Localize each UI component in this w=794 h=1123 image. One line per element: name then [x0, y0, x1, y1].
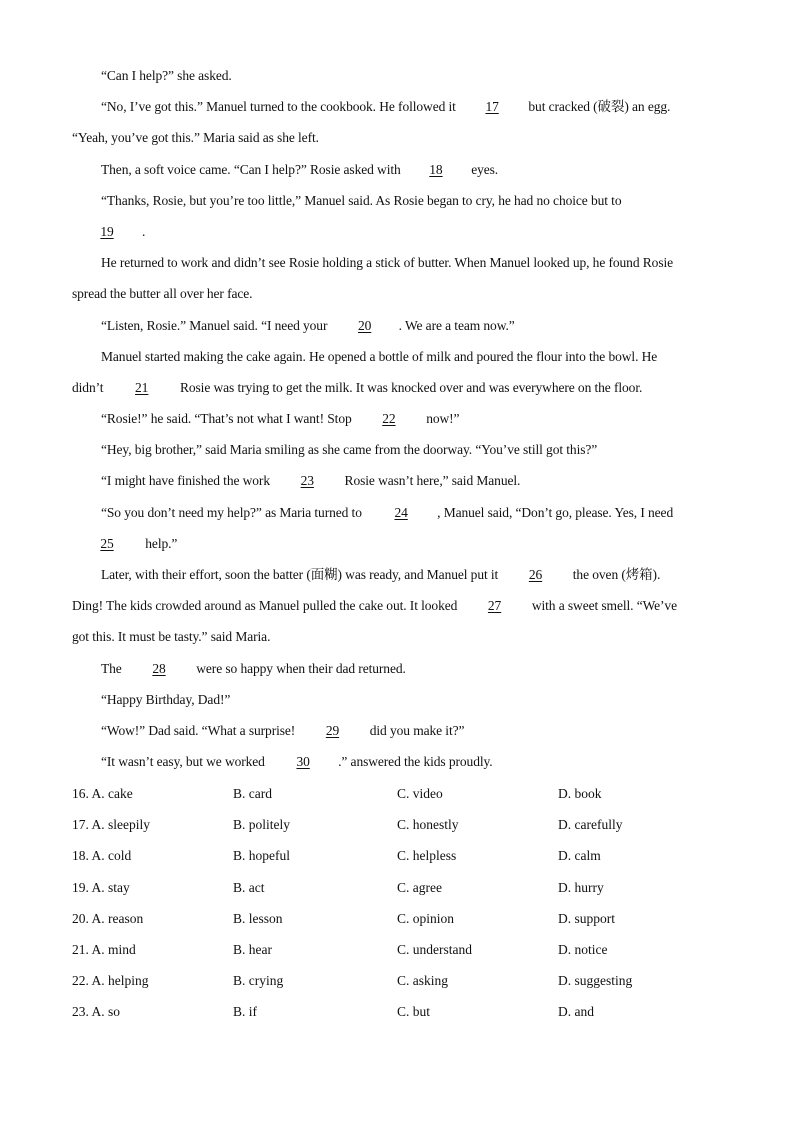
question-row	[72, 876, 724, 907]
option-d[interactable]: D. notice	[558, 941, 608, 957]
passage-line: got this. It must be tasty.” said Maria.	[72, 629, 271, 645]
question-row	[72, 907, 724, 938]
blank-27: 27	[487, 598, 502, 614]
passage-line: “Happy Birthday, Dad!”	[101, 691, 231, 707]
option-c[interactable]: C. understand	[397, 941, 472, 957]
blank-22: 22	[382, 411, 396, 427]
passage-line: 19 .	[72, 220, 724, 251]
passage-line: The 28 were so happy when their dad returned.	[72, 657, 724, 688]
option-a[interactable]: 22. A. helping	[72, 973, 149, 989]
blank-21: 21	[135, 379, 149, 395]
blank-24: 24	[394, 504, 408, 520]
blank-28: 28	[152, 660, 166, 676]
question-row	[72, 782, 724, 813]
passage-line: “Listen, Rosie.” Manuel said. “I need your 20 . We are a team now.”	[72, 314, 724, 345]
option-b[interactable]: B. crying	[233, 973, 284, 989]
blank-26: 26	[528, 567, 543, 582]
passage-line: Ding! The kids crowded around as Manuel pulled the cake out. It looked 27 with a sweet smell. “We’ve	[72, 594, 724, 625]
question-row	[72, 938, 724, 969]
passage-line: “Yeah, you’ve got this.” Maria said as she left.	[72, 130, 319, 146]
question-row	[72, 969, 724, 1000]
passage-line: “Hey, big brother,” said Maria smiling as she came from the doorway. “You’ve still got this?”	[101, 442, 598, 458]
passage-line: “It wasn’t easy, but we worked 30 .” answered the kids proudly.	[72, 750, 724, 781]
blank-18: 18	[429, 161, 443, 177]
passage-line: Manuel started making the cake again. He opened a bottle of milk and poured the flour into the bowl. He	[101, 348, 658, 364]
option-d[interactable]: D. suggesting	[558, 973, 633, 989]
option-b[interactable]: B. card	[233, 786, 272, 801]
option-d[interactable]: D. and	[558, 1004, 594, 1020]
option-b[interactable]: B. if	[233, 1004, 258, 1020]
question-row	[72, 844, 724, 875]
option-a[interactable]: 18. A. cold	[72, 848, 132, 864]
passage-line: Then, a soft voice came. “Can I help?” Rosie asked with 18 eyes.	[72, 158, 724, 189]
blank-23: 23	[300, 473, 314, 489]
option-b[interactable]: B. act	[233, 879, 265, 895]
passage-line: “Rosie!” he said. “That’s not what I want! Stop 22 now!”	[72, 407, 724, 438]
question-row	[72, 813, 724, 844]
option-d[interactable]: D. carefully	[558, 817, 623, 833]
option-c[interactable]: C. opinion	[397, 910, 455, 926]
option-a[interactable]: 16. A. cake	[72, 786, 133, 801]
option-c[interactable]: C. asking	[397, 973, 449, 989]
question-row	[72, 1000, 724, 1031]
option-c[interactable]: C. helpless	[397, 848, 457, 864]
option-a[interactable]: 23. A. so	[72, 1004, 121, 1020]
blank-29: 29	[325, 722, 340, 738]
option-d[interactable]: D. calm	[558, 848, 601, 864]
option-c[interactable]: C. but	[397, 1004, 431, 1020]
passage-line: “Thanks, Rosie, but you’re too little,” Manuel said. As Rosie began to cry, he had no choice but to	[101, 192, 622, 208]
passage-line: “Wow!” Dad said. “What a surprise! 29 did you make it?”	[72, 719, 724, 750]
passage-line: He returned to work and didn’t see Rosie holding a stick of butter. When Manuel looked up, he found Rosie	[101, 255, 674, 271]
reading-passage	[72, 64, 724, 781]
option-a[interactable]: 17. A. sleepily	[72, 817, 150, 833]
option-d[interactable]: D. support	[558, 910, 615, 926]
option-c[interactable]: C. agree	[397, 879, 442, 895]
option-a[interactable]: 21. A. mind	[72, 941, 136, 957]
passage-line: spread the butter all over her face.	[72, 286, 253, 302]
answer-options	[72, 782, 724, 1032]
option-a[interactable]: 20. A. reason	[72, 910, 144, 926]
option-b[interactable]: B. lesson	[233, 910, 283, 926]
blank-19: 19	[100, 223, 114, 239]
passage-line: Later, with their effort, soon the batter (面糊) was ready, and Manuel put it 26 the oven (烤箱).	[72, 563, 724, 594]
option-a[interactable]: 19. A. stay	[72, 879, 130, 895]
passage-line: “No, I’ve got this.” Manuel turned to the cookbook. He followed it 17 but cracked (破裂) an egg.	[72, 95, 724, 126]
option-d[interactable]: D. hurry	[558, 879, 604, 895]
passage-line: “I might have finished the work 23 Rosie wasn’t here,” said Manuel.	[72, 469, 724, 500]
blank-25: 25	[100, 535, 114, 551]
passage-line: “So you don’t need my help?” as Maria turned to 24 , Manuel said, “Don’t go, please. Yes, I need	[72, 501, 724, 532]
option-b[interactable]: B. politely	[233, 817, 290, 833]
passage-line: didn’t 21 Rosie was trying to get the milk. It was knocked over and was everywhere on the floor.	[72, 376, 724, 407]
option-c[interactable]: C. honestly	[397, 817, 459, 833]
option-b[interactable]: B. hear	[233, 941, 272, 957]
option-d[interactable]: D. book	[558, 786, 602, 801]
passage-line: 25 help.”	[72, 532, 724, 563]
option-c[interactable]: C. video	[397, 786, 443, 801]
option-b[interactable]: B. hopeful	[233, 848, 290, 864]
passage-line: “Can I help?” she asked.	[101, 68, 232, 83]
blank-17: 17	[485, 99, 499, 115]
blank-30: 30	[296, 754, 310, 770]
blank-20: 20	[357, 317, 372, 333]
